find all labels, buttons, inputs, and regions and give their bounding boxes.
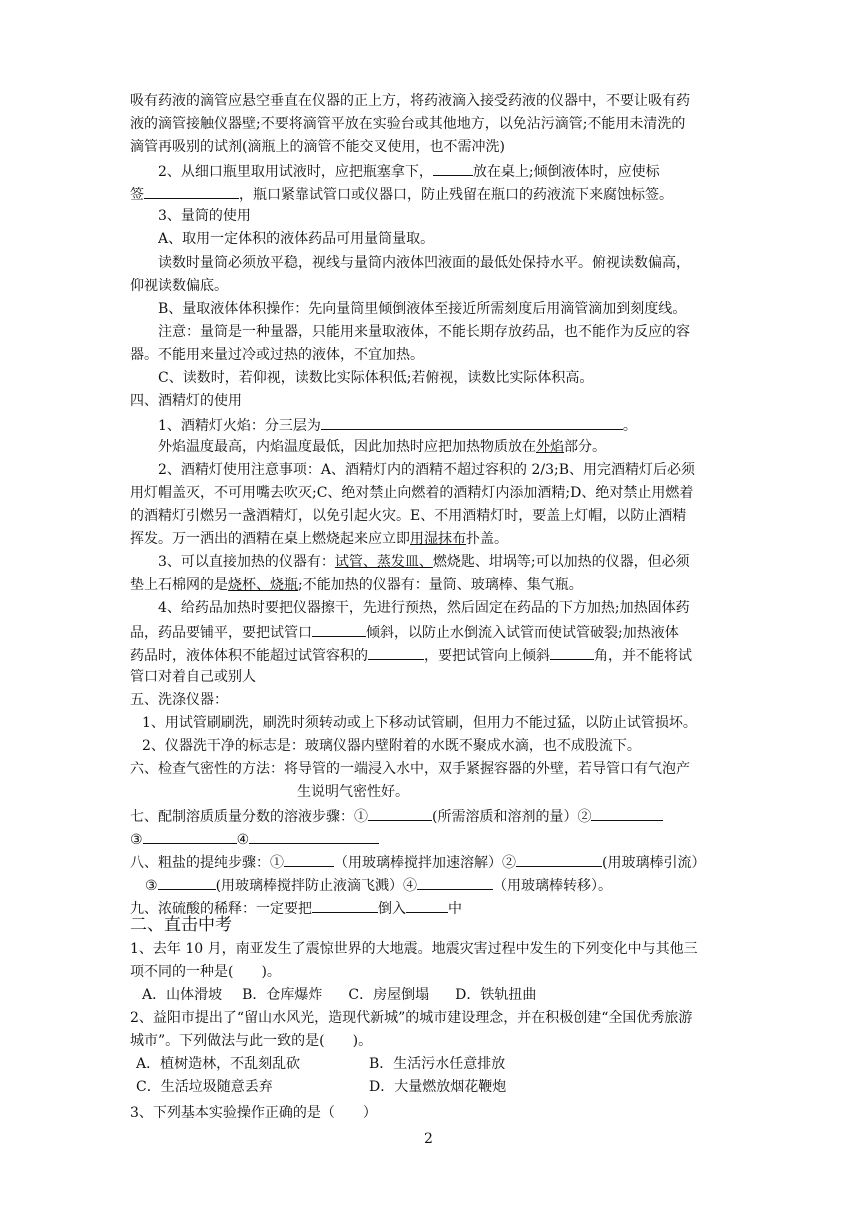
answer-option: D．大量燃放烟花鞭炮 <box>369 1079 507 1095</box>
fill-blank <box>591 804 663 821</box>
text-line: 八、粗盐的提纯步骤：① （用玻璃棒搅拌加速溶解）② (用玻璃棒引流） <box>130 850 705 875</box>
fill-blank <box>368 804 432 821</box>
text-line: 的酒精灯引燃另一盏酒精灯，以免引起火灾。E、不用酒精灯时，要盖上灯帽，以防止酒精 <box>130 508 687 524</box>
text-line: 品，药品要铺平，要把试管口 倾斜，以防止水倒流入试管而使试管破裂;加热液体 <box>130 620 679 645</box>
text-line: 读数时量筒必须放平稳，视线与量筒内液体凹液面的最低处保持水平。俯视读数偏高， <box>158 255 690 271</box>
text-line: ③ (用玻璃棒搅拌防止液滴飞溅）④ （用玻璃棒转移）。 <box>145 873 612 898</box>
text-line: 滴管再吸别的试剂(滴瓶上的滴管不能交叉使用，也不需冲洗) <box>130 139 505 155</box>
answer-option: C．生活垃圾随意丢弃 <box>136 1079 273 1095</box>
text-line: 药品时，液体体积不能超过试管容积的 ，要把试管向上倾斜 角，并不能将试 <box>130 643 692 668</box>
text-line: 1、酒精灯火焰：分三层为 。 <box>158 413 637 438</box>
text-line: 生说明气密性好。 <box>297 784 409 800</box>
fill-blank <box>368 643 424 660</box>
text-line: 七、配制溶质质量分数的溶液步骤：① (所需溶质和溶剂的量）② <box>130 804 663 829</box>
question-text: 2、益阳市提出了“留山水风光，造现代新城”的城市建设理念，并在积极创建“全国优秀旅游 <box>130 1010 693 1026</box>
text-line: 垫上石棉网的是烧杯、烧瓶;不能加热的仪器有：量筒、玻璃棒、集气瓶。 <box>130 577 583 593</box>
fill-blank <box>516 850 602 867</box>
section-heading: 五、洗涤仪器： <box>130 692 228 708</box>
fill-blank <box>321 413 623 430</box>
text-line: 器。不能用来量过冷或过热的液体，不宜加热。 <box>130 347 424 363</box>
text-line: 液的滴管接触仪器壁;不要将滴管平放在实验台或其他地方，以免沾污滴管;不能用未清洗的 <box>130 116 686 132</box>
fill-blank <box>550 643 594 660</box>
section-heading: 四、酒精灯的使用 <box>130 393 242 409</box>
fill-blank <box>417 873 493 890</box>
text-line: 管口对着自己或别人 <box>130 669 256 685</box>
text-line: A、取用一定体积的液体药品可用量筒量取。 <box>158 231 435 247</box>
text-line: 用灯帽盖灭，不可用嘴去吹灭;C、绝对禁止向燃着的酒精灯内添加酒精;D、绝对禁止用燃着 <box>130 485 694 501</box>
text-line: 外焰温度最高，内焰温度最低，因此加热时应把加热物质放在外焰部分。 <box>158 439 606 455</box>
section-heading: 二、直击中考 <box>130 915 232 935</box>
fill-blank <box>406 896 448 913</box>
page-number: 2 <box>424 1131 433 1147</box>
fill-blank <box>284 850 334 867</box>
text-line: 2、从细口瓶里取用试液时，应把瓶塞拿下， 放在桌上;倾倒液体时，应使标 <box>158 159 660 184</box>
answer-option: A．植树造林，不乱刻乱砍 <box>136 1056 301 1072</box>
question-text: 3、下列基本实验操作正确的是（ ） <box>130 1105 377 1121</box>
text-line: 仰视读数偏底。 <box>130 278 228 294</box>
fill-blank <box>158 873 216 890</box>
fill-blank <box>312 896 378 913</box>
text-line: 4、给药品加热时要把仪器擦干，先进行预热，然后固定在药品的下方加热;加热固体药 <box>158 600 690 616</box>
text-line: 2、酒精灯使用注意事项：A、酒精灯内的酒精不超过容积的 2/3;B、用完酒精灯后必须 <box>158 462 696 478</box>
fill-blank <box>143 827 237 844</box>
fill-blank <box>249 827 379 844</box>
text-line: 吸有药液的滴管应悬空垂直在仪器的正上方，将药液滴入接受药液的仪器中，不要让吸有药 <box>130 93 690 109</box>
text-line: 签 ，瓶口紧靠试管口或仪器口，防止残留在瓶口的药液流下来腐蚀标签。 <box>130 182 673 207</box>
text-line: 1、用试管刷刷洗，刷洗时须转动或上下移动试管刷，但用力不能过猛，以防止试管损坏。 <box>142 715 697 731</box>
question-text: 项不同的一种是( )。 <box>130 964 281 980</box>
text-line: 九、浓硫酸的稀释：一定要把 倒入 中 <box>130 896 462 921</box>
text-line: 3、可以直接加热的仪器有：试管、蒸发皿、燃烧匙、坩埚等;可以加热的仪器，但必须 <box>158 554 690 570</box>
fill-blank <box>433 159 473 176</box>
text-line: B、量取液体体积操作：先向量筒里倾倒液体至接近所需刻度后用滴管滴加到刻度线。 <box>158 301 687 317</box>
text-line: 挥发。万一洒出的酒精在桌上燃烧起来应立即用湿抹布扑盖。 <box>130 531 508 547</box>
fill-blank <box>312 620 366 637</box>
text-line: 注意：量筒是一种量器，只能用来量取液体，不能长期存放药品，也不能作为反应的容 <box>158 324 690 340</box>
fill-blank <box>144 182 239 199</box>
question-text: 城市”。下列做法与此一致的是( )。 <box>130 1033 373 1049</box>
answer-options: A．山体滑坡 B．仓库爆炸 C．房屋倒塌 D．铁轨扭曲 <box>142 987 537 1003</box>
text-line: 六、检查气密性的方法：将导管的一端浸入水中，双手紧握容器的外壁，若导管口有气泡产 <box>130 761 690 777</box>
answer-option: B．生活污水任意排放 <box>369 1056 506 1072</box>
text-line: C、读数时，若仰视，读数比实际体积低;若俯视，读数比实际体积高。 <box>158 370 594 386</box>
question-text: 1、去年 10 月，南亚发生了震惊世界的大地震。地震灾害过程中发生的下列变化中与其他三 <box>130 941 698 957</box>
text-line: 2、仪器洗干净的标志是：玻璃仪器内壁附着的水既不聚成水滴，也不成股流下。 <box>142 738 641 754</box>
text-line: 3、量筒的使用 <box>158 208 251 224</box>
text-line: ③ ④ <box>130 827 379 852</box>
